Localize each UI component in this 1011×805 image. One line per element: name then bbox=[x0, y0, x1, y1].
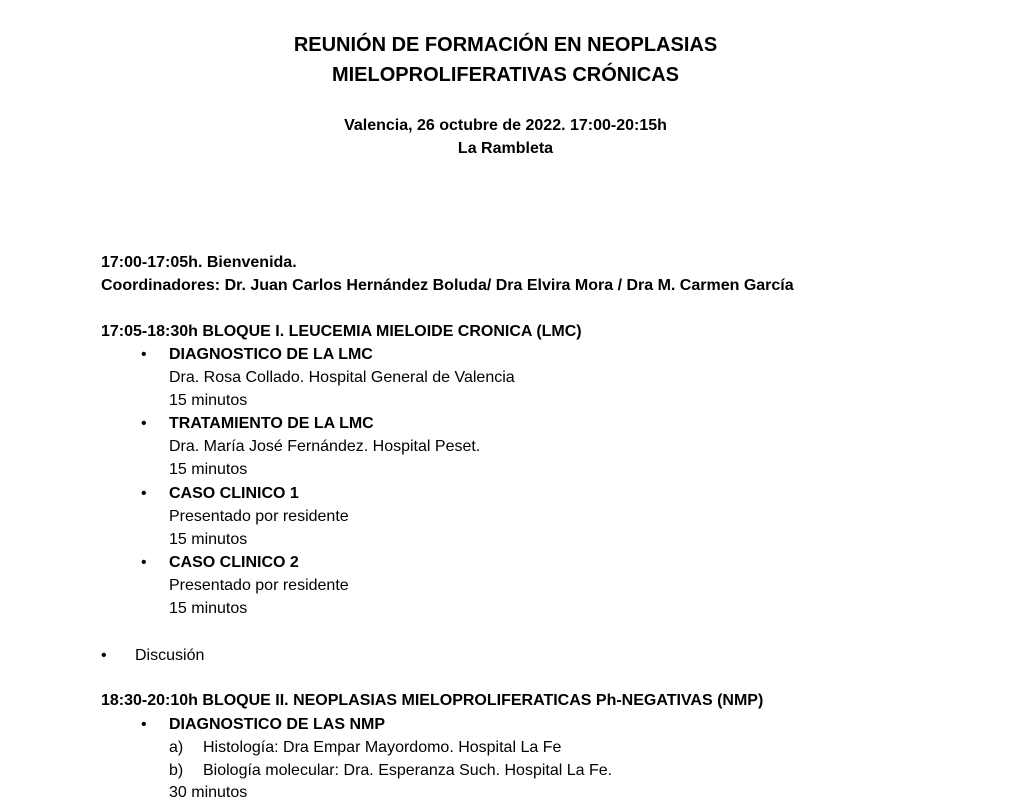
bullet-icon: • bbox=[141, 485, 147, 502]
item-duration: 30 minutos bbox=[169, 784, 248, 801]
welcome-heading: 17:00-17:05h. Bienvenida. bbox=[101, 254, 297, 271]
bullet-icon: • bbox=[141, 415, 147, 432]
discussion-item: Discusión bbox=[135, 647, 205, 664]
document-title-line-1: REUNIÓN DE FORMACIÓN EN NEOPLASIAS bbox=[293, 34, 718, 56]
item-title: CASO CLINICO 1 bbox=[169, 485, 299, 502]
item-title: TRATAMIENTO DE LA LMC bbox=[169, 415, 374, 432]
bullet-icon: • bbox=[101, 647, 107, 664]
event-date-time: Valencia, 26 octubre de 2022. 17:00-20:15h bbox=[344, 117, 667, 134]
item-title: DIAGNOSTICO DE LAS NMP bbox=[169, 716, 386, 733]
item-speaker: Dra. Rosa Collado. Hospital General de Valencia bbox=[169, 369, 515, 386]
item-title: DIAGNOSTICO DE LA LMC bbox=[169, 346, 373, 363]
bullet-icon: • bbox=[141, 346, 147, 363]
block1-heading: 17:05-18:30h BLOQUE I. LEUCEMIA MIELOIDE CRONICA (LMC) bbox=[101, 323, 582, 340]
block2-heading: 18:30-20:10h BLOQUE II. NEOPLASIAS MIELOPROLIFERATICAS Ph-NEGATIVAS (NMP) bbox=[101, 692, 764, 709]
sub-item-text: Histología: Dra Empar Mayordomo. Hospital La Fe bbox=[203, 739, 562, 756]
item-duration: 15 minutos bbox=[169, 461, 248, 478]
document-title-line-2: MIELOPROLIFERATIVAS CRÓNICAS bbox=[331, 64, 680, 86]
sub-item-marker: a) bbox=[169, 739, 184, 756]
item-duration: 15 minutos bbox=[169, 392, 248, 409]
coordinators-line: Coordinadores: Dr. Juan Carlos Hernández Boluda/ Dra Elvira Mora / Dra M. Carmen García bbox=[101, 277, 794, 294]
item-speaker: Dra. María José Fernández. Hospital Peset. bbox=[169, 438, 481, 455]
bullet-icon: • bbox=[141, 716, 147, 733]
bullet-icon: • bbox=[141, 554, 147, 571]
item-duration: 15 minutos bbox=[169, 531, 248, 548]
item-speaker: Presentado por residente bbox=[169, 508, 349, 525]
sub-item-text: Biología molecular: Dra. Esperanza Such. Hospital La Fe. bbox=[203, 762, 613, 779]
item-speaker: Presentado por residente bbox=[169, 577, 349, 594]
item-duration: 15 minutos bbox=[169, 600, 248, 617]
item-title: CASO CLINICO 2 bbox=[169, 554, 299, 571]
event-venue: La Rambleta bbox=[457, 140, 554, 157]
sub-item-marker: b) bbox=[169, 762, 184, 779]
